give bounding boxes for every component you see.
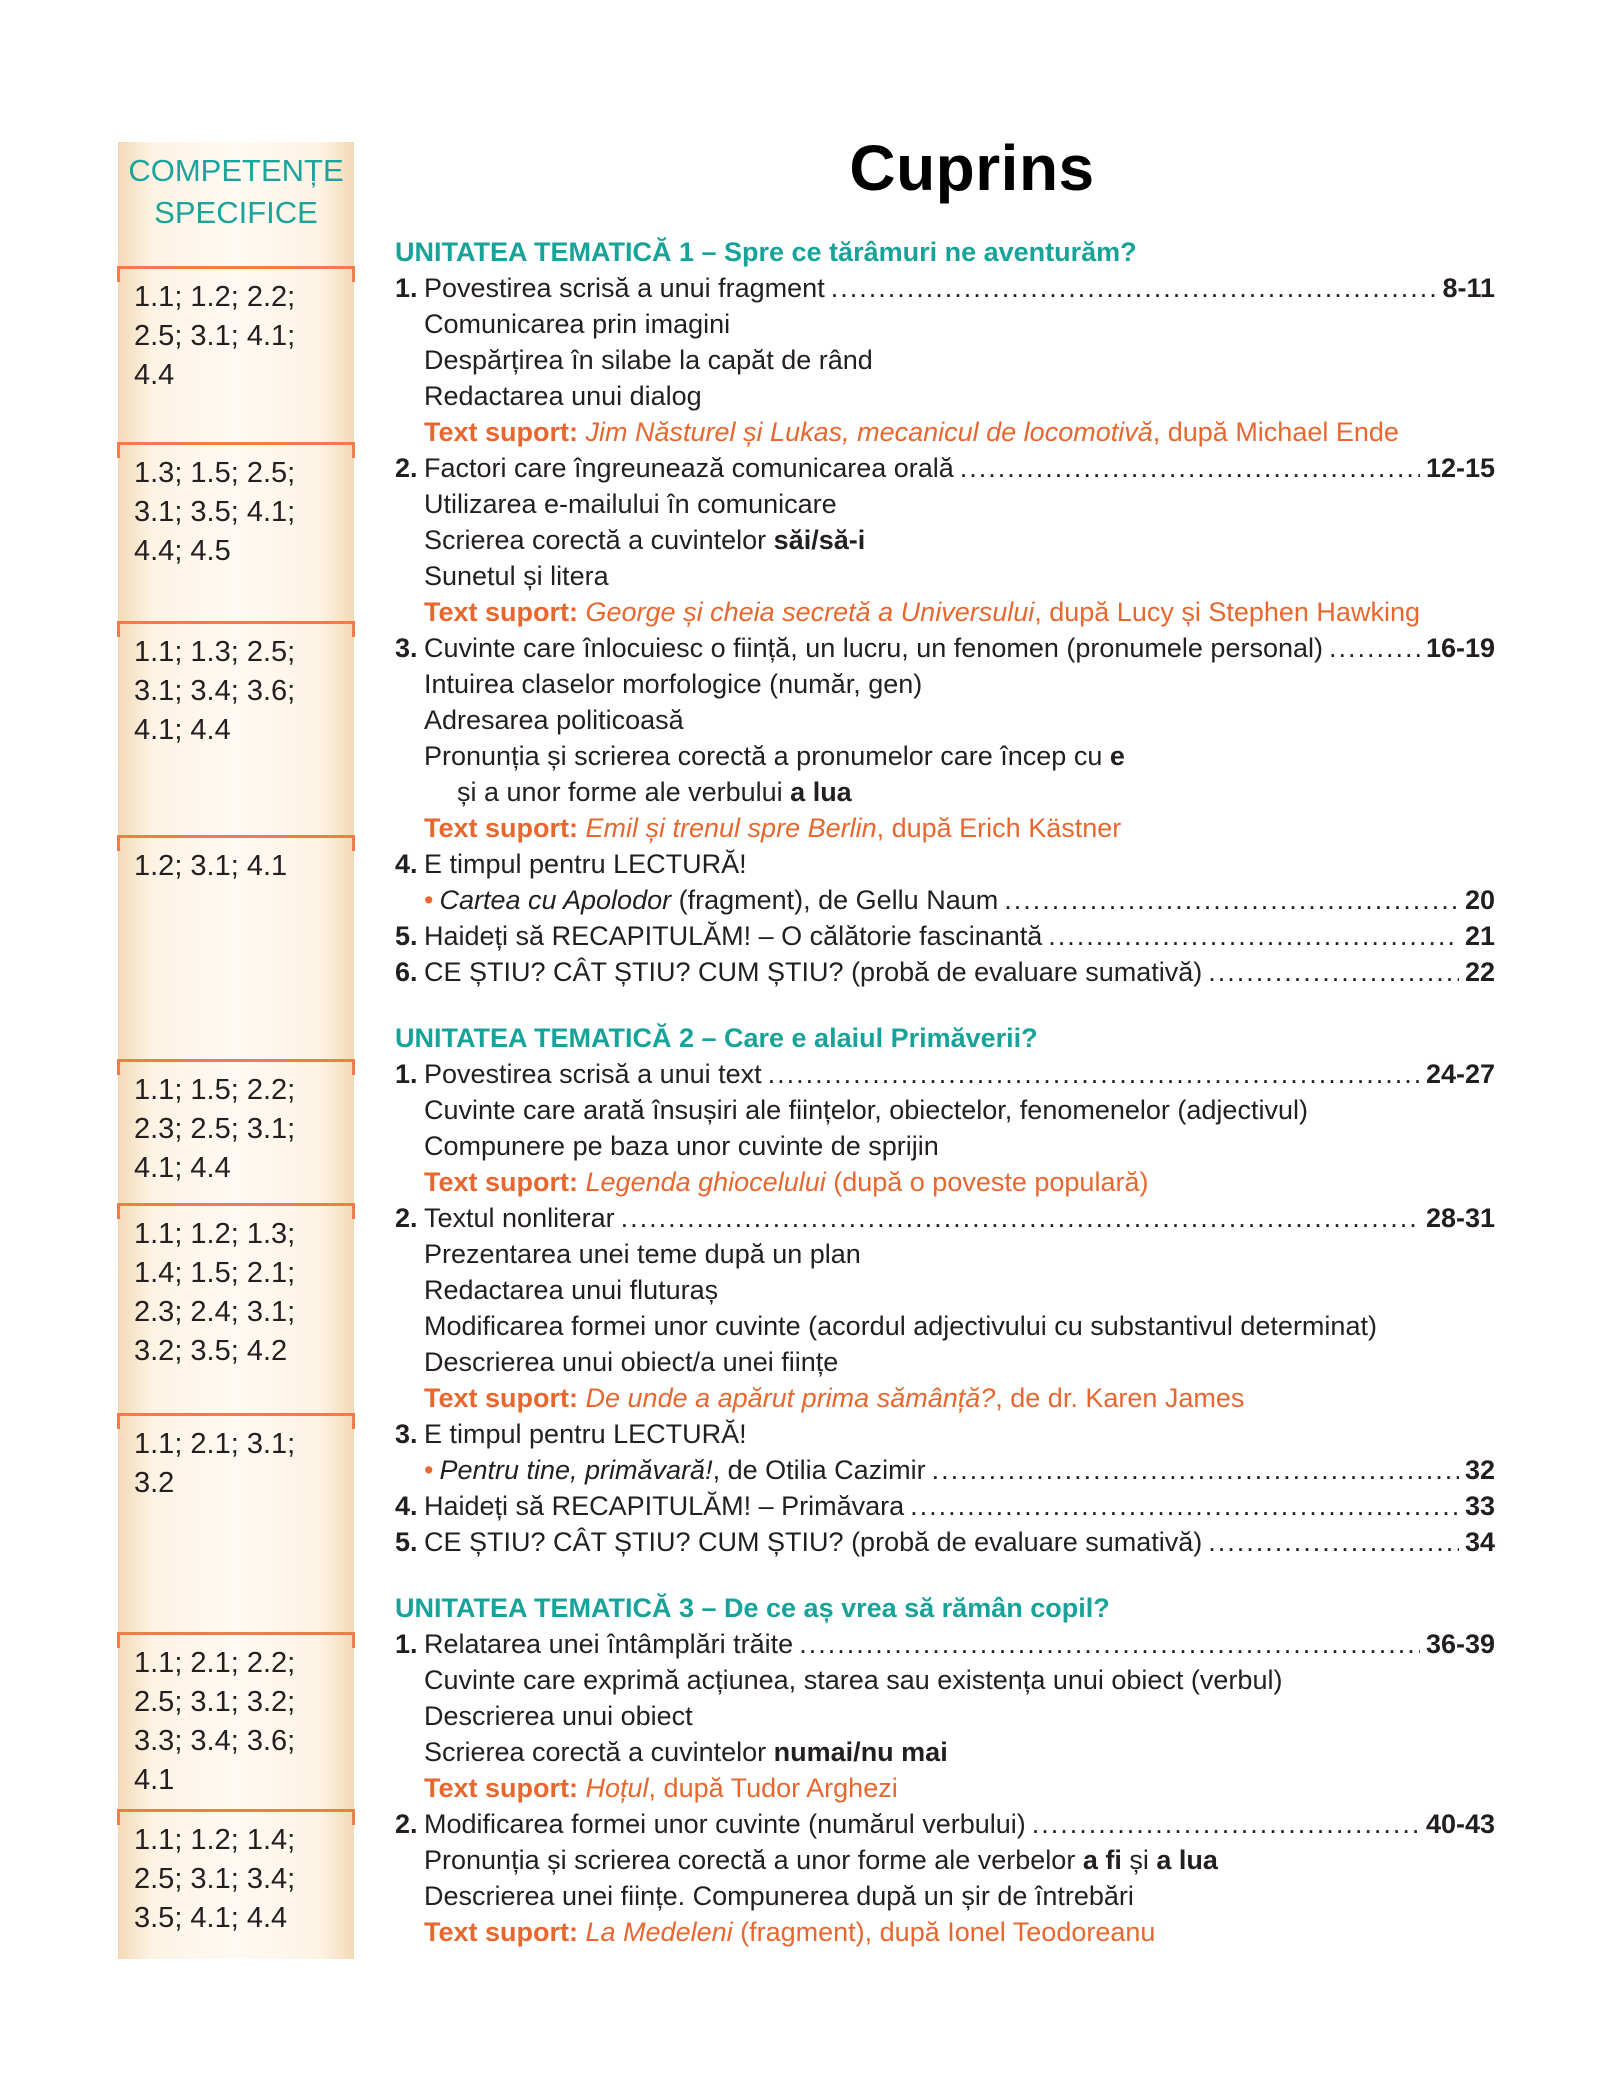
competence-codes-line: 1.1; 2.1; 3.1; [134, 1428, 296, 1460]
competence-codes-line: 1.1; 2.1; 2.2; [134, 1647, 296, 1679]
dot-leader [1032, 1806, 1420, 1842]
entry-title: Cuvinte care înlocuiesc o ființă, un lucru, un fenomen (pronumele personal) [424, 633, 1323, 663]
subtopic: Cuvinte care arată însușiri ale ființelor, obiectelor, fenomenelor (adjectivul) [424, 1095, 1308, 1125]
entry-title: Povestirea scrisă a unui text [424, 1059, 762, 1089]
competence-codes-line: 1.1; 1.2; 1.4; [134, 1824, 296, 1856]
entry-number: 1. [395, 1059, 418, 1089]
entry-page: 20 [1464, 885, 1495, 915]
subtopic-text: și a unor forme ale verbului [457, 777, 791, 807]
support-text-author: , după Lucy și Stephen Hawking [1034, 597, 1420, 627]
subtopic [395, 522, 1495, 558]
subtopic-text: Scrierea corectă a cuvintelor [424, 525, 774, 555]
competence-codes-line: 1.4; 1.5; 2.1; [134, 1257, 296, 1289]
dot-leader [1329, 630, 1420, 666]
competence-codes [134, 454, 344, 571]
competence-codes [134, 1644, 344, 1800]
keyword: săi [773, 525, 812, 555]
keyword: nu mai [860, 1737, 948, 1767]
block-divider [117, 442, 355, 445]
subtopic [395, 738, 1495, 774]
entry-number: 2. [395, 453, 418, 483]
block-divider [117, 266, 120, 282]
unit-3-title: UNITATEA TEMATICĂ 3 – De ce aș vrea să rămân copil? [395, 1593, 1110, 1623]
entry-number: 3. [395, 633, 418, 663]
unit-1-title: UNITATEA TEMATICĂ 1 – Spre ce tărâmuri ne aventurăm? [395, 237, 1137, 267]
competence-codes-line: 1.1; 1.2; 2.2; [134, 281, 296, 313]
entry-page: 36-39 [1425, 1629, 1495, 1659]
entry-title: Textul nonliterar [424, 1203, 615, 1233]
entry-number: 2. [395, 1809, 418, 1839]
entry-title: Povestirea scrisă a unui fragment [424, 273, 825, 303]
entry-title: Haideți să RECAPITULĂM! – Primăvara [424, 1491, 905, 1521]
toc-entry[interactable] [395, 1806, 1495, 1842]
entry-page: 21 [1464, 921, 1495, 951]
toc-entry[interactable] [395, 1524, 1495, 1560]
support-text [395, 810, 1495, 846]
competence-codes-line: 4.4 [134, 359, 175, 391]
keyword: să-i [818, 525, 866, 555]
block-divider [117, 1203, 355, 1206]
block-divider [352, 442, 355, 458]
competence-codes-line: 2.3; 2.5; 3.1; [134, 1113, 296, 1145]
entry-number: 5. [395, 1527, 418, 1557]
subtopic: Compunere pe baza unor cuvinte de sprijin [424, 1131, 939, 1161]
entry-page: 40-43 [1425, 1809, 1495, 1839]
subtopic-text: Pronunția și scrierea corectă a pronumelor care încep cu [424, 741, 1110, 771]
support-text-author: (fragment), după Ionel Teodoreanu [732, 1917, 1156, 1947]
support-text [395, 414, 1495, 450]
subtopic: Redactarea unui dialog [424, 381, 702, 411]
competence-codes-line: 4.4; 4.5 [134, 535, 231, 567]
keyword: e [1109, 741, 1125, 771]
block-divider [117, 621, 355, 624]
subtopic: Adresarea politicoasă [424, 705, 684, 735]
page-title: Cuprins [849, 132, 1095, 204]
block-divider [352, 1203, 355, 1219]
competence-codes-line: 2.5; 3.1; 3.2; [134, 1686, 296, 1718]
keyword: a lua [1156, 1845, 1218, 1875]
support-text [395, 1380, 1495, 1416]
dot-leader [1004, 882, 1459, 918]
competence-codes-line: 4.1; 4.4 [134, 1152, 231, 1184]
entry-title: Haideți să RECAPITULĂM! – O călătorie fascinantă [424, 921, 1043, 951]
entry-title: E timpul pentru LECTURĂ! [424, 849, 747, 879]
competence-codes-line: 4.1; 4.4 [134, 714, 231, 746]
slash: / [811, 525, 819, 555]
dot-leader [960, 450, 1420, 486]
competence-codes-line: 1.1; 1.2; 1.3; [134, 1218, 296, 1250]
dot-leader [1048, 918, 1459, 954]
block-divider [352, 835, 355, 851]
support-text-label: Text suport: [424, 417, 578, 447]
block-divider [117, 1413, 355, 1416]
entry-page: 8-11 [1442, 273, 1495, 303]
toc-entry[interactable] [395, 1488, 1495, 1524]
entry-title: CE ȘTIU? CÂT ȘTIU? CUM ȘTIU? (probă de evaluare sumativă) [424, 1527, 1203, 1557]
entry-number: 4. [395, 849, 418, 879]
support-text-title: George și cheia secretă a Universului [585, 597, 1035, 627]
entry-page: 32 [1464, 1455, 1495, 1485]
subtopic: Descrierea unui obiect/a unei ființe [424, 1347, 839, 1377]
block-divider [117, 266, 355, 269]
subtopic: Despărțirea în silabe la capăt de rând [424, 345, 873, 375]
competence-codes-line: 2.3; 2.4; 3.1; [134, 1296, 296, 1328]
toc-entry[interactable] [395, 1626, 1495, 1662]
subtopic: Modificarea formei unor cuvinte (acordul adjectivului cu substantivul determinat) [424, 1311, 1377, 1341]
competence-codes-line: 1.3; 1.5; 2.5; [134, 457, 296, 489]
reading-entry[interactable] [395, 882, 1495, 918]
subtopic [395, 1842, 1495, 1878]
support-text [395, 1914, 1495, 1950]
subtopic: Sunetul și litera [424, 561, 609, 591]
entry-title: E timpul pentru LECTURĂ! [424, 1419, 747, 1449]
entry-number: 1. [395, 1629, 418, 1659]
support-text-title: La Medeleni [585, 1917, 733, 1947]
competence-codes [134, 1425, 344, 1503]
block-divider [117, 1632, 355, 1635]
support-text-title: Hoțul [585, 1773, 649, 1803]
subtopic: Prezentarea unei teme după un plan [424, 1239, 861, 1269]
subtopic: Intuirea claselor morfologice (număr, gen) [424, 669, 923, 699]
subtopic: Cuvinte care exprimă acțiunea, starea sau existența unui obiect (verbul) [424, 1665, 1283, 1695]
subtopic: Descrierea unei ființe. Compunerea după un șir de întrebări [424, 1881, 1134, 1911]
dot-leader [799, 1626, 1420, 1662]
entry-number: 4. [395, 1491, 418, 1521]
competences-header-line1: COMPETENȚE [128, 153, 344, 188]
toc-entry[interactable] [395, 1416, 1495, 1452]
block-divider [352, 1413, 355, 1429]
block-divider [117, 1632, 120, 1648]
competence-codes [134, 1821, 344, 1938]
entry-number: 6. [395, 957, 418, 987]
support-text-label: Text suport: [424, 1167, 578, 1197]
reading-title: Cartea cu Apolodor [439, 885, 672, 915]
competence-codes-line: 3.2; 3.5; 4.2 [134, 1335, 288, 1367]
entry-number: 1. [395, 273, 418, 303]
entry-page: 16-19 [1425, 633, 1495, 663]
unit-2-title: UNITATEA TEMATICĂ 2 – Care e alaiul Primăverii? [395, 1023, 1038, 1053]
entry-number: 2. [395, 1203, 418, 1233]
entry-title: Modificarea formei unor cuvinte (numărul verbului) [424, 1809, 1026, 1839]
competence-codes-line: 3.5; 4.1; 4.4 [134, 1902, 288, 1934]
competences-header-line2: SPECIFICE [154, 195, 318, 230]
entry-page: 22 [1464, 957, 1495, 987]
competence-codes-line: 3.1; 3.5; 4.1; [134, 496, 296, 528]
entry-number: 5. [395, 921, 418, 951]
entry-page: 12-15 [1425, 453, 1495, 483]
support-text-author: , de dr. Karen James [995, 1383, 1245, 1413]
toc-entry[interactable] [395, 846, 1495, 882]
subtopic: Redactarea unui fluturaș [424, 1275, 719, 1305]
support-text-author: (după o poveste populară) [825, 1167, 1149, 1197]
toc-entry[interactable] [395, 954, 1495, 990]
block-divider [117, 1203, 120, 1219]
block-divider [117, 1059, 355, 1062]
dot-leader [932, 1452, 1459, 1488]
subtopic-text: Scrierea corectă a cuvintelor [424, 1737, 774, 1767]
subtopic-text: Pronunția și scrierea corectă a unor forme ale verbelor [424, 1845, 1083, 1875]
toc-entry[interactable] [395, 630, 1495, 666]
support-text-author: , după Michael Ende [1152, 417, 1399, 447]
reading-author: (fragment), de Gellu Naum [671, 885, 999, 915]
support-text [395, 1164, 1495, 1200]
competence-codes [134, 278, 344, 395]
dot-leader [1208, 954, 1459, 990]
competence-codes-line: 1.2; 3.1; 4.1 [134, 850, 288, 882]
bullet-icon: • [424, 1455, 434, 1485]
reading-title: Pentru tine, primăvară! [439, 1455, 713, 1485]
competence-codes-line: 2.5; 3.1; 4.1; [134, 320, 296, 352]
table-of-contents [395, 234, 1495, 1950]
competence-codes [134, 1215, 344, 1371]
support-text-label: Text suport: [424, 1773, 578, 1803]
support-text-label: Text suport: [424, 813, 578, 843]
subtopic: Descrierea unui obiect [424, 1701, 693, 1731]
block-divider [352, 266, 355, 282]
block-divider [352, 1059, 355, 1075]
entry-page: 28-31 [1425, 1203, 1495, 1233]
dot-leader [621, 1200, 1420, 1236]
subtopic [395, 774, 1495, 810]
keyword: a fi [1082, 1845, 1122, 1875]
block-divider [117, 835, 120, 851]
toc-entry[interactable] [395, 450, 1495, 486]
support-text-title: De unde a apărut prima sămânță? [585, 1383, 996, 1413]
support-text-title: Emil și trenul spre Berlin [585, 813, 877, 843]
dot-leader [1208, 1524, 1459, 1560]
reading-author: , de Otilia Cazimir [712, 1455, 926, 1485]
block-divider [117, 442, 120, 458]
competence-codes-line: 1.1; 1.3; 2.5; [134, 636, 296, 668]
toc-entry[interactable] [395, 918, 1495, 954]
competence-codes-line: 3.1; 3.4; 3.6; [134, 675, 296, 707]
competences-column [118, 142, 354, 1959]
toc-entry[interactable] [395, 1056, 1495, 1092]
competence-codes-line: 1.1; 1.5; 2.2; [134, 1074, 296, 1106]
entry-page: 34 [1464, 1527, 1495, 1557]
entry-page: 24-27 [1425, 1059, 1495, 1089]
block-divider [352, 1809, 355, 1825]
support-text-author: , după Tudor Arghezi [648, 1773, 898, 1803]
entry-title: CE ȘTIU? CÂT ȘTIU? CUM ȘTIU? (probă de evaluare sumativă) [424, 957, 1203, 987]
support-text-author: , după Erich Kästner [876, 813, 1122, 843]
subtopic-text: și [1121, 1845, 1157, 1875]
block-divider [117, 835, 355, 838]
dot-leader [831, 270, 1437, 306]
block-divider [117, 621, 120, 637]
keyword: a lua [790, 777, 852, 807]
competence-codes [134, 633, 344, 750]
support-text [395, 594, 1495, 630]
block-divider [117, 1809, 120, 1825]
slash: / [853, 1737, 861, 1767]
competence-codes-line: 3.3; 3.4; 3.6; [134, 1725, 296, 1757]
support-text [395, 1770, 1495, 1806]
toc-entry[interactable] [395, 270, 1495, 306]
block-divider [117, 1413, 120, 1429]
entry-title: Factori care îngreunează comunicarea orală [424, 453, 954, 483]
block-divider [352, 621, 355, 637]
support-text-label: Text suport: [424, 597, 578, 627]
support-text-label: Text suport: [424, 1383, 578, 1413]
competence-codes-line: 4.1 [134, 1764, 175, 1796]
dot-leader [910, 1488, 1459, 1524]
keyword: numai [773, 1737, 854, 1767]
support-text-label: Text suport: [424, 1917, 578, 1947]
support-text-title: Jim Năsturel și Lukas, mecanicul de locomotivă [585, 417, 1153, 447]
block-divider [117, 1059, 120, 1075]
block-divider [352, 1632, 355, 1648]
bullet-icon: • [424, 885, 434, 915]
block-divider [117, 1809, 355, 1812]
entry-title: Relatarea unei întâmplări trăite [424, 1629, 794, 1659]
subtopic: Utilizarea e-mailului în comunicare [424, 489, 837, 519]
support-text-title: Legenda ghiocelului [585, 1167, 826, 1197]
subtopic: Comunicarea prin imagini [424, 309, 731, 339]
reading-entry[interactable] [395, 1452, 1495, 1488]
competence-codes-line: 3.2 [134, 1467, 175, 1499]
competence-codes [134, 1071, 344, 1188]
dot-leader [768, 1056, 1420, 1092]
subtopic [395, 1734, 1495, 1770]
toc-entry[interactable] [395, 1200, 1495, 1236]
competence-codes-line: 2.5; 3.1; 3.4; [134, 1863, 296, 1895]
entry-number: 3. [395, 1419, 418, 1449]
competence-codes [134, 847, 344, 886]
entry-page: 33 [1464, 1491, 1495, 1521]
